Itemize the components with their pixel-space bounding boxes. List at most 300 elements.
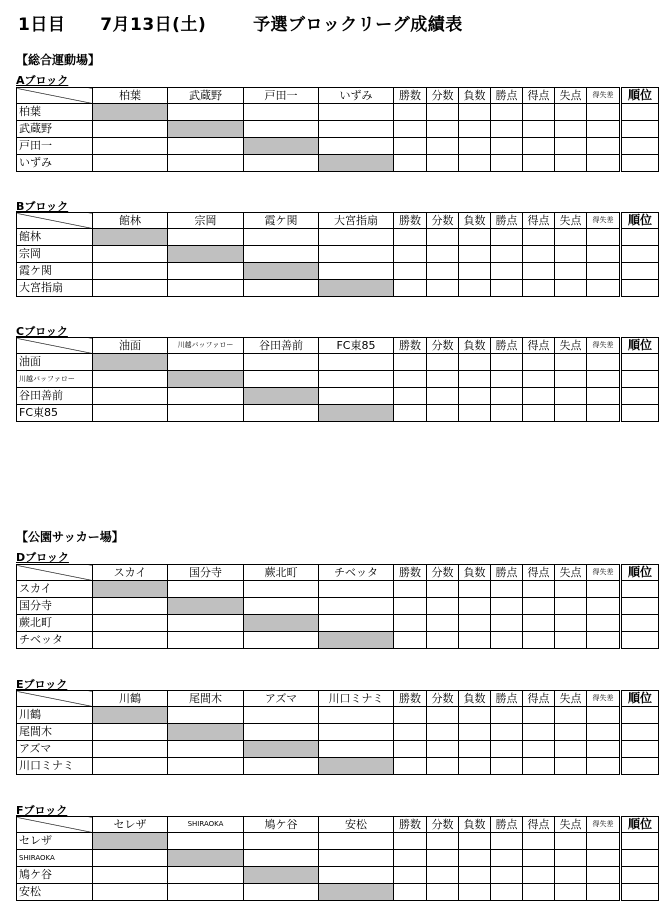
stat-cell[interactable] [523, 121, 555, 138]
stat-cell[interactable] [555, 615, 587, 632]
match-result-cell[interactable] [319, 741, 394, 758]
match-result-cell[interactable] [244, 354, 319, 371]
match-result-cell[interactable] [244, 850, 319, 867]
self-match-cell[interactable] [93, 833, 168, 850]
rank-cell[interactable] [621, 388, 659, 405]
match-result-cell[interactable] [244, 598, 319, 615]
rank-cell[interactable] [621, 581, 659, 598]
stat-cell[interactable] [394, 104, 427, 121]
stat-cell[interactable] [523, 724, 555, 741]
stat-cell[interactable] [587, 405, 621, 422]
match-result-cell[interactable] [168, 833, 244, 850]
stat-cell[interactable] [459, 246, 491, 263]
stat-cell[interactable] [555, 138, 587, 155]
stat-cell[interactable] [427, 758, 459, 775]
stat-cell[interactable] [427, 884, 459, 901]
stat-cell[interactable] [523, 263, 555, 280]
stat-cell[interactable] [555, 867, 587, 884]
stat-cell[interactable] [427, 867, 459, 884]
stat-cell[interactable] [491, 598, 523, 615]
stat-cell[interactable] [491, 632, 523, 649]
stat-cell[interactable] [587, 246, 621, 263]
stat-cell[interactable] [523, 741, 555, 758]
match-result-cell[interactable] [168, 884, 244, 901]
match-result-cell[interactable] [93, 867, 168, 884]
stat-cell[interactable] [394, 388, 427, 405]
stat-cell[interactable] [459, 263, 491, 280]
stat-cell[interactable] [587, 229, 621, 246]
self-match-cell[interactable] [93, 354, 168, 371]
stat-cell[interactable] [491, 229, 523, 246]
stat-cell[interactable] [459, 354, 491, 371]
match-result-cell[interactable] [168, 280, 244, 297]
self-match-cell[interactable] [319, 155, 394, 172]
self-match-cell[interactable] [93, 707, 168, 724]
match-result-cell[interactable] [319, 246, 394, 263]
stat-cell[interactable] [491, 758, 523, 775]
stat-cell[interactable] [587, 371, 621, 388]
stat-header: 得点 [523, 565, 555, 581]
rank-cell[interactable] [621, 280, 659, 297]
stat-cell[interactable] [394, 280, 427, 297]
rank-cell[interactable] [621, 758, 659, 775]
match-result-cell[interactable] [319, 581, 394, 598]
stat-cell[interactable] [427, 354, 459, 371]
self-match-cell[interactable] [168, 598, 244, 615]
stat-cell[interactable] [491, 615, 523, 632]
match-result-cell[interactable] [93, 388, 168, 405]
match-result-cell[interactable] [168, 354, 244, 371]
self-match-cell[interactable] [168, 850, 244, 867]
stat-cell[interactable] [427, 246, 459, 263]
stat-cell[interactable] [427, 280, 459, 297]
stat-cell[interactable] [587, 138, 621, 155]
stat-cell[interactable] [427, 229, 459, 246]
stat-cell[interactable] [587, 758, 621, 775]
stat-cell[interactable] [587, 615, 621, 632]
rank-cell[interactable] [621, 229, 659, 246]
match-result-cell[interactable] [93, 371, 168, 388]
stat-cell[interactable] [555, 581, 587, 598]
rank-cell[interactable] [621, 850, 659, 867]
stat-cell[interactable] [491, 707, 523, 724]
match-result-cell[interactable] [93, 263, 168, 280]
stat-cell[interactable] [491, 155, 523, 172]
stat-cell[interactable] [491, 104, 523, 121]
stat-cell[interactable] [587, 741, 621, 758]
stat-cell[interactable] [555, 263, 587, 280]
stat-cell[interactable] [459, 615, 491, 632]
stat-cell[interactable] [587, 632, 621, 649]
match-result-cell[interactable] [244, 405, 319, 422]
self-match-cell[interactable] [244, 263, 319, 280]
stat-cell[interactable] [523, 354, 555, 371]
stat-cell[interactable] [491, 354, 523, 371]
match-result-cell[interactable] [244, 371, 319, 388]
stat-cell[interactable] [491, 388, 523, 405]
stat-cell[interactable] [555, 229, 587, 246]
match-result-cell[interactable] [244, 758, 319, 775]
stat-cell[interactable] [427, 388, 459, 405]
self-match-cell[interactable] [93, 104, 168, 121]
match-result-cell[interactable] [93, 155, 168, 172]
stat-cell[interactable] [555, 632, 587, 649]
stat-cell[interactable] [523, 758, 555, 775]
stat-cell[interactable] [459, 741, 491, 758]
match-result-cell[interactable] [168, 632, 244, 649]
rank-cell[interactable] [621, 263, 659, 280]
stat-cell[interactable] [523, 229, 555, 246]
stat-cell[interactable] [459, 280, 491, 297]
stat-cell[interactable] [459, 632, 491, 649]
stat-cell[interactable] [555, 405, 587, 422]
stat-cell[interactable] [459, 371, 491, 388]
stat-cell[interactable] [427, 138, 459, 155]
stat-cell[interactable] [394, 615, 427, 632]
self-match-cell[interactable] [93, 581, 168, 598]
stat-cell[interactable] [587, 121, 621, 138]
rank-cell[interactable] [621, 833, 659, 850]
stat-cell[interactable] [459, 155, 491, 172]
diagonal-corner-cell [17, 565, 93, 581]
stat-cell[interactable] [394, 155, 427, 172]
self-match-cell[interactable] [168, 371, 244, 388]
match-result-cell[interactable] [168, 867, 244, 884]
match-result-cell[interactable] [93, 598, 168, 615]
stat-cell[interactable] [394, 121, 427, 138]
stat-cell[interactable] [555, 280, 587, 297]
self-match-cell[interactable] [244, 138, 319, 155]
team-row-label: 蕨北町 [17, 615, 93, 632]
match-result-cell[interactable] [168, 405, 244, 422]
stat-cell[interactable] [523, 884, 555, 901]
match-result-cell[interactable] [319, 371, 394, 388]
match-result-cell[interactable] [244, 632, 319, 649]
stat-cell[interactable] [427, 104, 459, 121]
stat-cell[interactable] [555, 884, 587, 901]
team-row-label: 谷田善前 [17, 388, 93, 405]
self-match-cell[interactable] [319, 280, 394, 297]
stat-cell[interactable] [427, 263, 459, 280]
match-result-cell[interactable] [168, 758, 244, 775]
stat-header: 勝数 [394, 817, 427, 833]
match-result-cell[interactable] [319, 598, 394, 615]
match-result-cell[interactable] [168, 263, 244, 280]
stat-cell[interactable] [523, 371, 555, 388]
stat-cell[interactable] [587, 388, 621, 405]
stat-cell[interactable] [587, 850, 621, 867]
match-result-cell[interactable] [319, 707, 394, 724]
self-match-cell[interactable] [168, 246, 244, 263]
table-row [17, 833, 659, 850]
table-row [17, 758, 659, 775]
match-result-cell[interactable] [244, 155, 319, 172]
stat-cell[interactable] [523, 388, 555, 405]
self-match-cell[interactable] [168, 724, 244, 741]
rank-cell[interactable] [621, 724, 659, 741]
self-match-cell[interactable] [244, 388, 319, 405]
stat-cell[interactable] [491, 138, 523, 155]
stat-cell[interactable] [427, 598, 459, 615]
stat-cell[interactable] [427, 850, 459, 867]
stat-cell[interactable] [555, 121, 587, 138]
match-result-cell[interactable] [168, 155, 244, 172]
stat-cell[interactable] [523, 138, 555, 155]
self-match-cell[interactable] [319, 758, 394, 775]
match-result-cell[interactable] [319, 833, 394, 850]
stat-cell[interactable] [523, 707, 555, 724]
rank-cell[interactable] [621, 615, 659, 632]
rank-cell[interactable] [621, 155, 659, 172]
stat-cell[interactable] [555, 246, 587, 263]
stat-cell[interactable] [587, 707, 621, 724]
rank-cell[interactable] [621, 884, 659, 901]
match-result-cell[interactable] [93, 884, 168, 901]
match-result-cell[interactable] [168, 707, 244, 724]
match-result-cell[interactable] [93, 741, 168, 758]
stat-cell[interactable] [459, 121, 491, 138]
stat-cell[interactable] [394, 354, 427, 371]
stat-cell[interactable] [523, 850, 555, 867]
stat-cell[interactable] [587, 884, 621, 901]
stat-cell[interactable] [491, 121, 523, 138]
stat-cell[interactable] [523, 581, 555, 598]
stat-cell[interactable] [491, 724, 523, 741]
stat-cell[interactable] [394, 850, 427, 867]
stat-cell[interactable] [587, 598, 621, 615]
rank-cell[interactable] [621, 741, 659, 758]
stat-cell[interactable] [394, 246, 427, 263]
self-match-cell[interactable] [319, 405, 394, 422]
match-result-cell[interactable] [244, 581, 319, 598]
match-result-cell[interactable] [168, 104, 244, 121]
match-result-cell[interactable] [93, 280, 168, 297]
stat-cell[interactable] [523, 104, 555, 121]
stat-header: 負数 [459, 565, 491, 581]
match-result-cell[interactable] [168, 388, 244, 405]
stat-cell[interactable] [427, 632, 459, 649]
rank-cell[interactable] [621, 867, 659, 884]
team-row-label: 宗岡 [17, 246, 93, 263]
match-result-cell[interactable] [244, 833, 319, 850]
stat-cell[interactable] [394, 758, 427, 775]
stat-cell[interactable] [459, 884, 491, 901]
match-result-cell[interactable] [93, 405, 168, 422]
self-match-cell[interactable] [319, 884, 394, 901]
stat-cell[interactable] [427, 615, 459, 632]
stat-cell[interactable] [394, 229, 427, 246]
stat-cell[interactable] [587, 104, 621, 121]
match-result-cell[interactable] [319, 263, 394, 280]
match-result-cell[interactable] [319, 867, 394, 884]
stat-cell[interactable] [491, 280, 523, 297]
match-result-cell[interactable] [93, 615, 168, 632]
stat-cell[interactable] [523, 867, 555, 884]
stat-cell[interactable] [427, 724, 459, 741]
stat-cell[interactable] [491, 850, 523, 867]
stat-cell[interactable] [394, 598, 427, 615]
stat-cell[interactable] [523, 405, 555, 422]
stat-cell[interactable] [459, 405, 491, 422]
stat-cell[interactable] [394, 405, 427, 422]
stat-cell[interactable] [587, 280, 621, 297]
stat-cell[interactable] [491, 581, 523, 598]
stat-cell[interactable] [523, 632, 555, 649]
rank-cell[interactable] [621, 598, 659, 615]
match-result-cell[interactable] [319, 229, 394, 246]
stat-cell[interactable] [587, 155, 621, 172]
rank-cell[interactable] [621, 138, 659, 155]
match-result-cell[interactable] [319, 354, 394, 371]
team-column-header: アズマ [244, 691, 319, 707]
stat-cell[interactable] [523, 833, 555, 850]
stat-cell[interactable] [555, 850, 587, 867]
stat-cell[interactable] [491, 246, 523, 263]
stat-cell[interactable] [555, 155, 587, 172]
self-match-cell[interactable] [244, 741, 319, 758]
stat-cell[interactable] [394, 581, 427, 598]
match-result-cell[interactable] [93, 758, 168, 775]
stat-cell[interactable] [394, 724, 427, 741]
stat-cell[interactable] [427, 405, 459, 422]
match-result-cell[interactable] [319, 121, 394, 138]
stat-cell[interactable] [394, 833, 427, 850]
match-result-cell[interactable] [244, 246, 319, 263]
stat-cell[interactable] [587, 833, 621, 850]
stat-cell[interactable] [555, 371, 587, 388]
rank-cell[interactable] [621, 632, 659, 649]
match-result-cell[interactable] [168, 229, 244, 246]
stat-cell[interactable] [427, 121, 459, 138]
stat-cell[interactable] [459, 229, 491, 246]
match-result-cell[interactable] [168, 581, 244, 598]
stat-cell[interactable] [555, 741, 587, 758]
stat-cell[interactable] [459, 850, 491, 867]
stat-cell[interactable] [394, 138, 427, 155]
stat-cell[interactable] [523, 280, 555, 297]
stat-cell[interactable] [459, 104, 491, 121]
stat-cell[interactable] [394, 632, 427, 649]
stat-cell[interactable] [555, 354, 587, 371]
match-result-cell[interactable] [244, 229, 319, 246]
self-match-cell[interactable] [168, 121, 244, 138]
stat-cell[interactable] [394, 263, 427, 280]
match-result-cell[interactable] [244, 707, 319, 724]
stat-cell[interactable] [491, 371, 523, 388]
stat-cell[interactable] [491, 405, 523, 422]
stat-cell[interactable] [491, 833, 523, 850]
match-result-cell[interactable] [244, 724, 319, 741]
stat-cell[interactable] [427, 581, 459, 598]
match-result-cell[interactable] [93, 850, 168, 867]
stat-cell[interactable] [491, 741, 523, 758]
stat-cell[interactable] [427, 155, 459, 172]
stat-cell[interactable] [427, 371, 459, 388]
match-result-cell[interactable] [319, 850, 394, 867]
stat-cell[interactable] [555, 388, 587, 405]
match-result-cell[interactable] [244, 280, 319, 297]
stat-cell[interactable] [555, 707, 587, 724]
rank-cell[interactable] [621, 121, 659, 138]
stat-cell[interactable] [587, 354, 621, 371]
stat-cell[interactable] [394, 371, 427, 388]
stat-cell[interactable] [555, 598, 587, 615]
rank-cell[interactable] [621, 246, 659, 263]
stat-cell[interactable] [394, 707, 427, 724]
match-result-cell[interactable] [319, 104, 394, 121]
rank-cell[interactable] [621, 104, 659, 121]
match-result-cell[interactable] [319, 615, 394, 632]
match-result-cell[interactable] [93, 246, 168, 263]
match-result-cell[interactable] [244, 104, 319, 121]
rank-cell[interactable] [621, 707, 659, 724]
match-result-cell[interactable] [93, 724, 168, 741]
rank-cell[interactable] [621, 405, 659, 422]
stat-cell[interactable] [459, 581, 491, 598]
stat-cell[interactable] [427, 707, 459, 724]
stat-cell[interactable] [427, 833, 459, 850]
rank-cell[interactable] [621, 354, 659, 371]
match-result-cell[interactable] [319, 388, 394, 405]
match-result-cell[interactable] [319, 138, 394, 155]
rank-cell[interactable] [621, 371, 659, 388]
stat-cell[interactable] [555, 758, 587, 775]
table-row [17, 615, 659, 632]
stat-cell[interactable] [459, 833, 491, 850]
self-match-cell[interactable] [244, 615, 319, 632]
stat-cell[interactable] [459, 867, 491, 884]
stat-cell[interactable] [523, 615, 555, 632]
stat-cell[interactable] [459, 388, 491, 405]
stat-cell[interactable] [523, 598, 555, 615]
match-result-cell[interactable] [168, 741, 244, 758]
stat-cell[interactable] [394, 867, 427, 884]
self-match-cell[interactable] [93, 229, 168, 246]
stat-cell[interactable] [491, 884, 523, 901]
results-table [16, 816, 659, 901]
match-result-cell[interactable] [168, 615, 244, 632]
stat-cell[interactable] [459, 707, 491, 724]
stat-cell[interactable] [459, 598, 491, 615]
match-result-cell[interactable] [244, 121, 319, 138]
stat-cell[interactable] [394, 884, 427, 901]
stat-cell[interactable] [555, 833, 587, 850]
stat-cell[interactable] [523, 246, 555, 263]
match-result-cell[interactable] [93, 138, 168, 155]
stat-cell[interactable] [587, 867, 621, 884]
stat-cell[interactable] [555, 724, 587, 741]
match-result-cell[interactable] [168, 138, 244, 155]
stat-cell[interactable] [587, 263, 621, 280]
stat-cell[interactable] [587, 581, 621, 598]
self-match-cell[interactable] [244, 867, 319, 884]
match-result-cell[interactable] [244, 884, 319, 901]
self-match-cell[interactable] [319, 632, 394, 649]
stat-cell[interactable] [459, 724, 491, 741]
stat-cell[interactable] [459, 758, 491, 775]
stat-cell[interactable] [555, 104, 587, 121]
stat-cell[interactable] [523, 155, 555, 172]
match-result-cell[interactable] [93, 632, 168, 649]
stat-cell[interactable] [587, 724, 621, 741]
stat-cell[interactable] [491, 867, 523, 884]
match-result-cell[interactable] [319, 724, 394, 741]
stat-cell[interactable] [394, 741, 427, 758]
stat-cell[interactable] [459, 138, 491, 155]
match-result-cell[interactable] [93, 121, 168, 138]
stat-cell[interactable] [491, 263, 523, 280]
stat-cell[interactable] [427, 741, 459, 758]
